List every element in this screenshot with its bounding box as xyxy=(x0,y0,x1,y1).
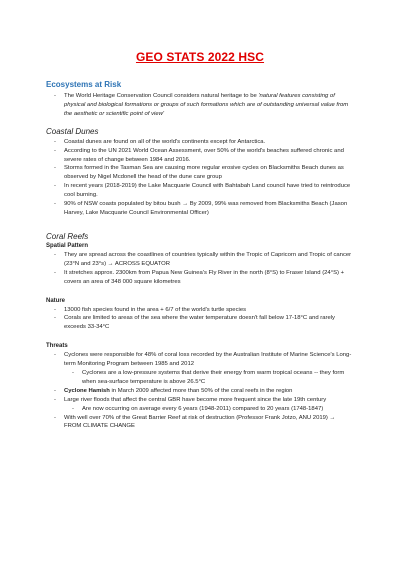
list-item: - It stretches approx. 2300km from Papua New Guinea's Fly River in the north (8°S) to Fraser Island (24°S) + covers an area of 348 000 square kilometres xyxy=(46,269,354,287)
item-text: The World Heritage Conservation Council considers natural heritage to be xyxy=(64,93,259,99)
list-item: - Cyclones were responsible for 48% of coral loss recorded by the Australian Institute of Marine Science's Long-term Monitoring Program between 1985 and 2012 xyxy=(46,351,354,369)
ecosystems-list xyxy=(46,92,354,119)
coral-reefs-heading: Coral Reefs xyxy=(46,231,89,241)
nature-list xyxy=(46,306,354,333)
list-item: - Storms formed in the Tasman Sea are causing more regular erosive cycles on Blacksmiths Beach dunes as observed by Nigel Mcdonell the head of the dune care group xyxy=(46,164,354,182)
spatial-pattern-list xyxy=(46,251,354,287)
item-text: in March 2009 affected more than 50% of the coral reefs in the region xyxy=(109,387,293,394)
page-title: GEO STATS 2022 HSC xyxy=(135,50,265,64)
list-item: - In recent years (2018-2019) the Lake Macquarie Council with Bahtabah Land council have tried to reintroduce cool burning. xyxy=(46,182,354,200)
list-item: - Are now occurring on average every 6 years (1948-2011) compared to 20 years (1748-1847) xyxy=(46,405,354,414)
list-item: - Cyclones are a low-pressure systems that derive their energy from warm tropical oceans -- they form when sea-surface temperature is above 26.5°C xyxy=(46,369,354,387)
ecosystems-heading: Ecosystems at Risk xyxy=(46,80,122,89)
list-item: - 13000 fish species found in the area + 6/7 of the world's turtle species xyxy=(46,306,354,315)
list-item: - Coastal dunes are found on all of the world's continents except for Antarctica. xyxy=(46,138,354,147)
nature-heading: Nature xyxy=(46,297,66,304)
list-item xyxy=(46,387,354,396)
threats-list-3 xyxy=(46,414,354,432)
threats-sublist xyxy=(46,369,354,387)
coastal-dunes-list xyxy=(46,138,354,218)
threats-heading: Threats xyxy=(46,343,68,350)
list-item: - According to the UN 2021 World Ocean Assessment, over 50% of the world's beaches suffered chronic and severe rates of change between 1984 and 2016. xyxy=(46,147,354,165)
list-item: - 90% of NSW coasts populated by bitou bush → By 2009, 99% was removed from Blacksmiths Beach (Jason Harvey, Lake Macquarie Council Environmental Officer) xyxy=(46,200,354,218)
list-item: - Corals are limited to areas of the sea where the water temperature doesn't fall below 17-18°C and rarely exceeds 33-34°C xyxy=(46,314,354,332)
threats-list-2 xyxy=(46,387,354,405)
list-item xyxy=(46,92,354,119)
spatial-pattern-heading: Spatial Pattern xyxy=(46,242,89,249)
threats-sublist-2 xyxy=(46,405,354,414)
list-item: - With well over 70% of the Great Barrier Reef at risk of destruction (Professor Frank Jotzo, ANU 2019) → FROM CLIMATE CHANGE xyxy=(46,414,354,432)
cyclone-hamish-label: Cyclone Hamish xyxy=(64,387,110,394)
item-quote: 'natural features consisting of physical and biological formations or groups of such formations which are of outstanding universal value from the aesthetic or scientific point of view' xyxy=(64,93,349,117)
threats-list xyxy=(46,351,354,369)
list-item: - They are spread across the coastlines of countries typically within the Tropic of Capricorn and Tropic of cancer (23°N and 23°s) → ACROSS EQUATOR xyxy=(46,251,354,269)
list-item: - Large river floods that affect the central GBR have become more frequent since the late 19th century xyxy=(46,396,354,405)
coastal-dunes-heading: Coastal Dunes xyxy=(46,126,99,136)
